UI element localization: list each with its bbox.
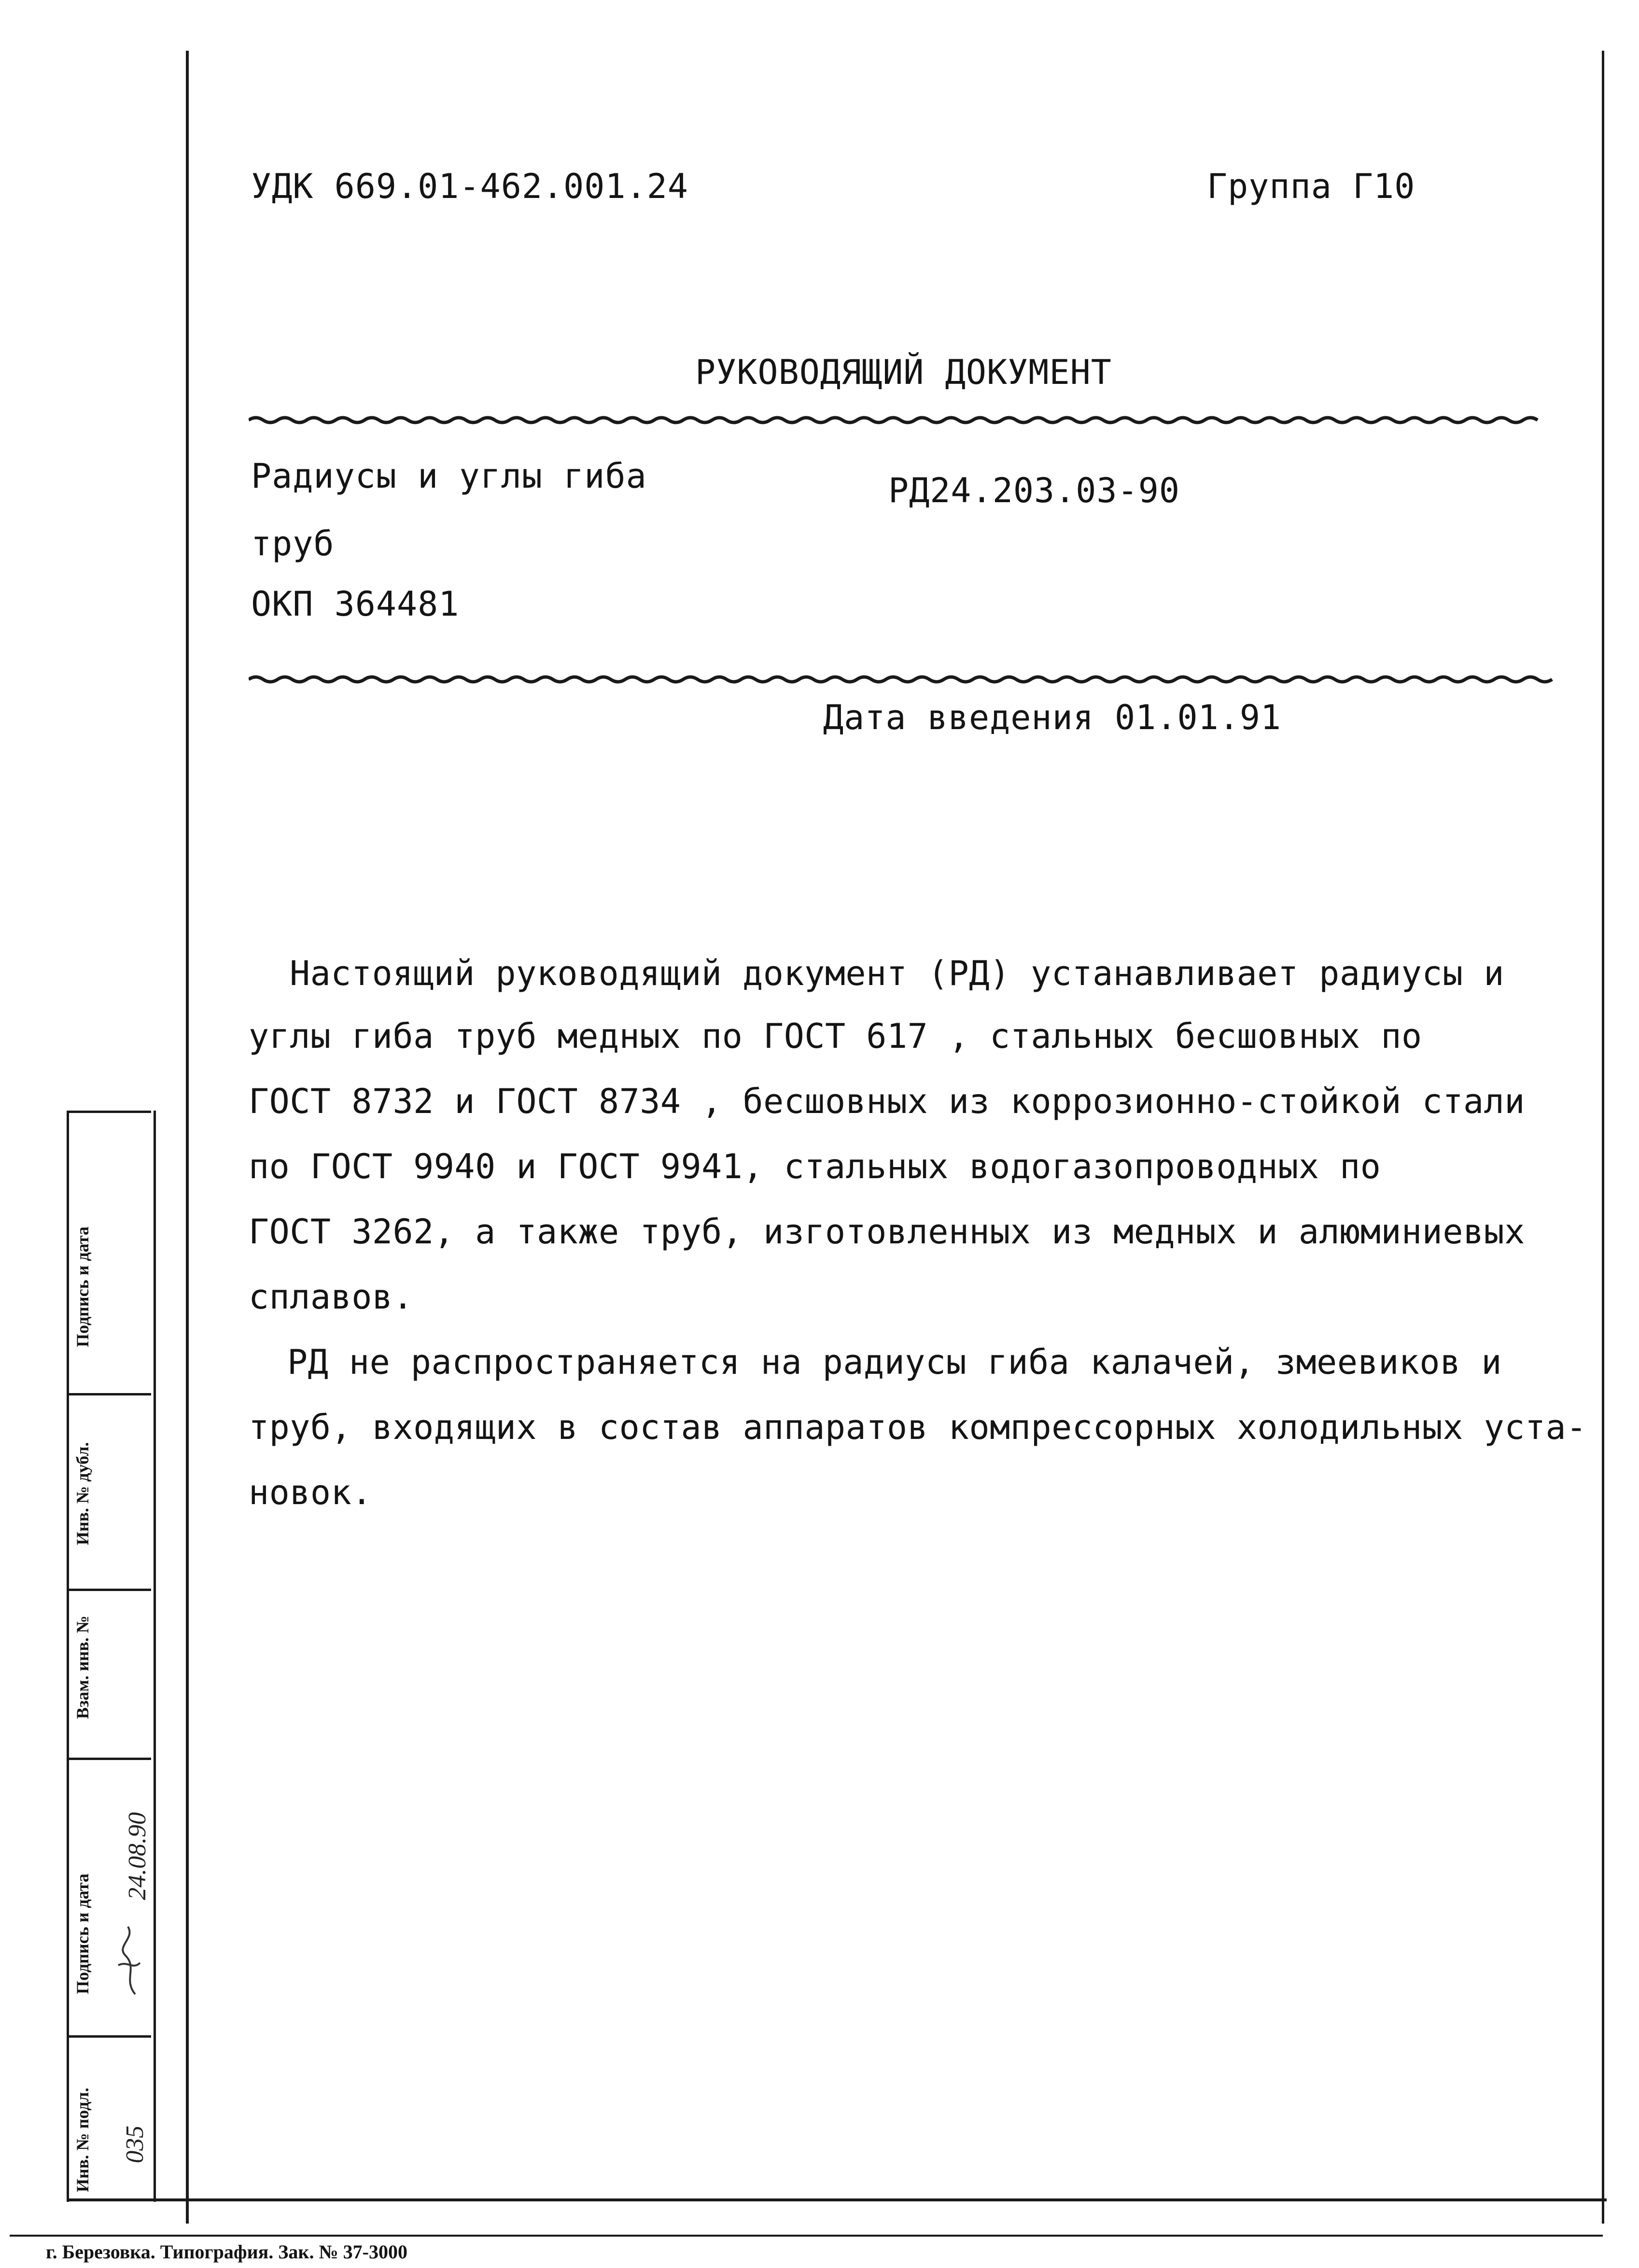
wavy-divider-bottom <box>249 672 1562 687</box>
stamp-divider-5 <box>67 2035 151 2038</box>
handwritten-signature <box>109 1922 147 1999</box>
print-footer: г. Березовка. Типография. Зак. № 37-3000 <box>46 2241 407 2263</box>
stamp-divider-3 <box>67 1589 151 1591</box>
body-line-3: ГОСТ 8732 и ГОСТ 8734 , бесшовных из коррозионно-стойкой стали <box>249 1082 1525 1121</box>
introduction-date: Дата введения 01.01.91 <box>823 698 1282 737</box>
stamp-divider-2 <box>67 1393 151 1395</box>
right-margin-line <box>1602 51 1604 2224</box>
group-code: Группа Г10 <box>1207 167 1415 206</box>
footer-line <box>10 2235 1603 2237</box>
handwritten-date: 24.08.90 <box>124 1812 151 1900</box>
bottom-line <box>67 2198 1607 2201</box>
body-line-6: сплавов. <box>249 1277 414 1317</box>
title-line-1: Радиусы и углы гиба <box>251 456 647 496</box>
body-line-4: по ГОСТ 9940 и ГОСТ 9941, стальных водогазопроводных по <box>249 1147 1381 1186</box>
body-line-7: РД не распространяется на радиусы гиба калачей, змеевиков и <box>287 1342 1502 1382</box>
stamp-original-inv-no: Инв. № подл. <box>73 2087 92 2192</box>
stamp-dupl-inv-no: Инв. № дубл. <box>73 1442 92 1545</box>
stamp-inner-line <box>154 1111 156 2202</box>
body-line-8: труб, входящих в состав аппаратов компрессорных холодильных уста- <box>249 1408 1587 1447</box>
body-line-5: ГОСТ 3262, а также труб, изготовленных из медных и алюминиевых <box>249 1212 1525 1252</box>
okp-code: ОКП 364481 <box>251 584 460 624</box>
stamp-divider-4 <box>67 1758 151 1760</box>
stamp-signature-date-2: Подпись и дата <box>73 1874 92 1994</box>
stamp-left-line <box>67 1111 69 2202</box>
left-margin-line <box>186 51 189 2224</box>
body-line-2: углы гиба труб медных по ГОСТ 617 , стальных бесшовных по <box>249 1016 1422 1056</box>
stamp-divider-1 <box>67 1111 151 1113</box>
handwritten-number: 035 <box>121 2126 149 2163</box>
document-code: РД24.203.03-90 <box>888 471 1180 510</box>
stamp-replacement-inv-no: Взам. инв. № <box>73 1615 92 1719</box>
document-type: РУКОВОДЯЩИЙ ДОКУМЕНТ <box>695 352 1112 392</box>
title-line-2: труб <box>251 524 335 563</box>
body-line-1: Настоящий руководящий документ (РД) устанавливает радиусы и <box>290 954 1504 993</box>
stamp-signature-date-1: Подпись и дата <box>73 1226 92 1347</box>
udk-code: УДК 669.01-462.001.24 <box>251 167 689 206</box>
wavy-divider-top <box>249 413 1547 427</box>
body-line-9: новок. <box>249 1473 372 1512</box>
